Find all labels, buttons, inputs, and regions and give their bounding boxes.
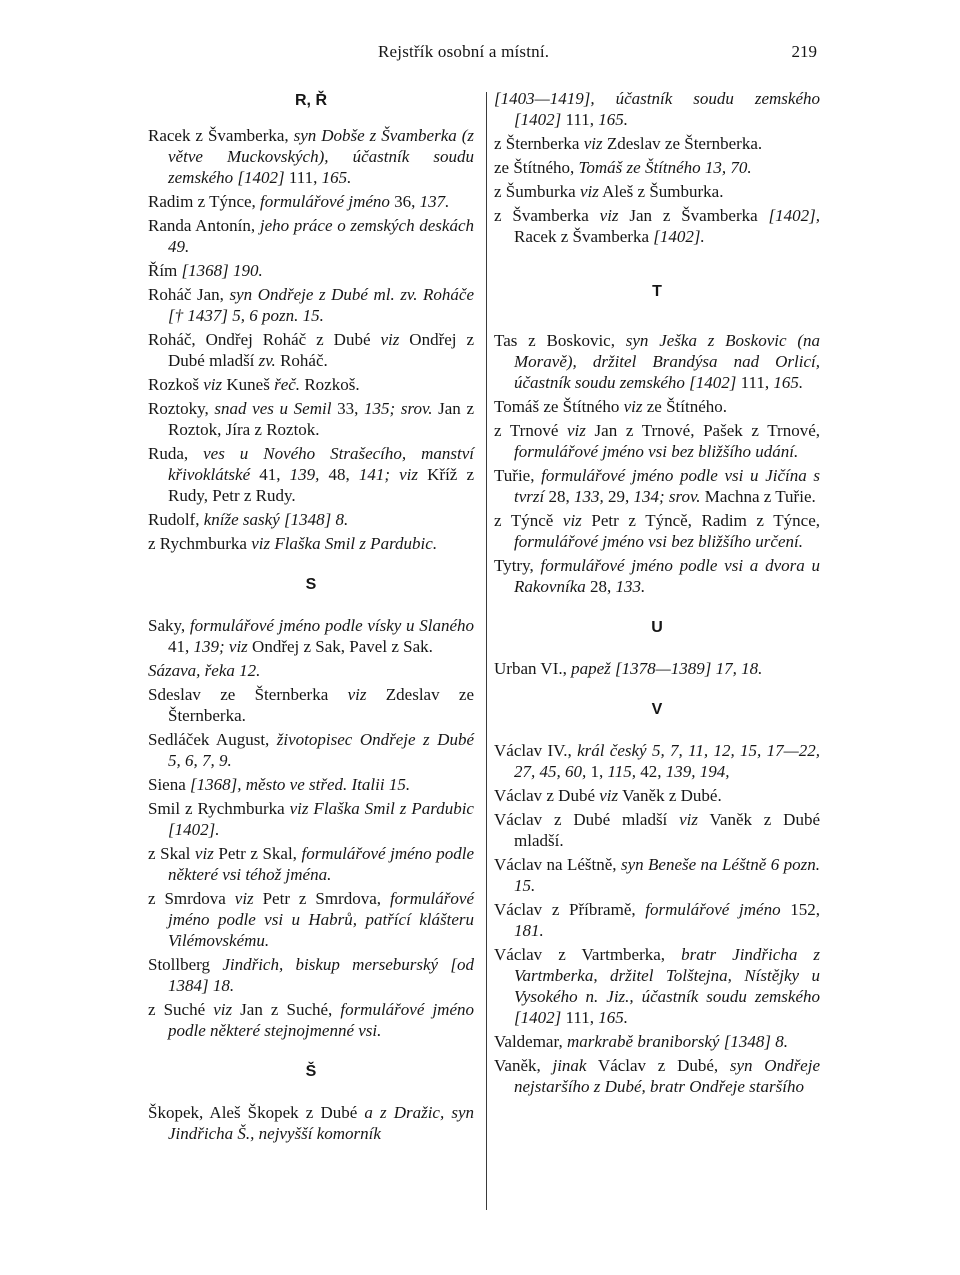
index-entry (148, 443, 474, 506)
entry-text: Rudolf, (148, 510, 204, 529)
entry-italic-text: formulářové jméno vsi bez bližšího udání. (514, 442, 799, 461)
entry-italic-text: syn Ondřeje nejstaršího z Dubé, bratr Ondřeje staršího (514, 1056, 820, 1096)
entry-text: z Rychmburka (148, 534, 252, 553)
entry-text: Ondřej z Sak, Pavel z Sak. (247, 637, 433, 656)
entry-italic-text: viz (347, 685, 367, 704)
entry-italic-text: papež [1378—1389] 17, 18. (571, 659, 763, 678)
entry-text: Václav z Dubé (494, 786, 600, 805)
entry-text: Racek z Švamberka (514, 227, 654, 246)
entry-text: 29, (603, 487, 634, 506)
index-entry (148, 684, 474, 726)
index-entry (148, 215, 474, 257)
entry-italic-text: viz (567, 421, 586, 440)
index-entry (494, 785, 820, 806)
entry-italic-text: jinak (552, 1056, 587, 1075)
index-entry (494, 1031, 820, 1052)
entry-italic-text: viz (203, 375, 223, 394)
entry-text: Randa Antonín, (148, 216, 260, 235)
entry-italic-text: zv. (258, 351, 276, 370)
entry-text: 33, (331, 399, 365, 418)
index-entry (494, 181, 820, 202)
index-entry (148, 1102, 474, 1144)
entry-italic-text: 135; srov. (364, 399, 433, 418)
entry-text: 111, (561, 1008, 599, 1027)
entry-text: z Šumburka (494, 182, 580, 201)
entry-text: 48, (319, 465, 359, 484)
entry-italic-text: viz (599, 786, 619, 805)
entry-text: Tas z Boskovic, (494, 331, 626, 350)
entry-text: z Skal (148, 844, 195, 863)
entry-text: Tuřie, (494, 466, 542, 485)
entry-italic-text: 141; viz (358, 465, 419, 484)
entry-text: Václav z Příbramě, (494, 900, 646, 919)
entry-text: Řím (148, 261, 182, 280)
entry-text: z Šternberka (494, 134, 584, 153)
entry-italic-text: viz (623, 397, 643, 416)
entry-text: Sdeslav ze Šternberka (148, 685, 348, 704)
entry-text: Vaněk z Dubé mladší. (514, 810, 820, 850)
entry-text: 42, (636, 762, 666, 781)
entry-italic-text: [1402]. (653, 227, 705, 246)
index-entry (148, 774, 474, 795)
entry-italic-text: 133. (615, 577, 646, 596)
running-title: Rejstřík osobní a místní. (378, 42, 550, 61)
index-entry (148, 398, 474, 440)
entry-italic-text: formulářové jméno vsi bez bližšího určení. (514, 532, 803, 551)
index-entry (494, 809, 820, 851)
page-number: 219 (791, 42, 817, 61)
entry-text: Roztoky, (148, 399, 215, 418)
index-entry (148, 843, 474, 885)
entry-text: ze Štítného. (642, 397, 727, 416)
index-entry (494, 396, 820, 417)
entry-text: ze Štítného, (494, 158, 579, 177)
index-column-left (148, 88, 474, 1147)
entry-text: Václav z Dubé mladší (494, 810, 680, 829)
index-entry (494, 944, 820, 1028)
entry-text: Radim z Týnce, (148, 192, 261, 211)
entry-italic-text: formulářové jméno podle vísky u Slaného (189, 616, 474, 635)
entry-text: Machna z Tuřie. (700, 487, 816, 506)
index-entry (494, 1055, 820, 1097)
entry-text: z Smrdova (148, 889, 235, 908)
section-heading: Š (305, 1063, 317, 1080)
entry-italic-text: viz (579, 182, 599, 201)
entry-italic-text: viz (213, 1000, 233, 1019)
entry-text: Urban VI., (494, 659, 572, 678)
entry-text: z Týncě (494, 511, 563, 530)
entry-italic-text: formulářové jméno (260, 192, 390, 211)
entry-text: Rozkoš (148, 375, 204, 394)
index-entry (494, 899, 820, 941)
entry-text: 28, (585, 577, 616, 596)
entry-text: Saky, (148, 616, 190, 635)
entry-text: Ruda, (148, 444, 204, 463)
entry-text: 1, (586, 762, 608, 781)
column-divider (486, 92, 487, 1210)
entry-text: Siena (148, 775, 191, 794)
index-entry (494, 854, 820, 896)
entry-italic-text: 139, (289, 465, 320, 484)
entry-italic-text: snad ves u Semil (214, 399, 332, 418)
entry-italic-text: viz (679, 810, 698, 829)
entry-text: Václav IV., (494, 741, 578, 760)
entry-italic-text: viz (562, 511, 582, 530)
section-heading: U (651, 619, 663, 636)
entry-text: Kuneš (222, 375, 275, 394)
entry-text: Roháč, Ondřej Roháč z Dubé (148, 330, 381, 349)
entry-italic-text: Tomáš ze Štítného 13, 70. (578, 158, 752, 177)
entry-italic-text: Jindřich, biskup merseburský [od 1384] 18. (168, 955, 474, 995)
index-entry (148, 191, 474, 212)
entry-text: Jan z Švamberka (618, 206, 769, 225)
entry-italic-text: řeč. (274, 375, 301, 394)
index-entry (494, 555, 820, 597)
entry-italic-text: 181. (514, 921, 544, 940)
entry-text: Vaněk z Dubé. (618, 786, 722, 805)
entry-text: Kříž z Rudy, Petr z Rudy. (168, 465, 475, 505)
entry-italic-text: syn Beneše na Léštně 6 pozn. 15. (514, 855, 820, 895)
index-entry (148, 125, 474, 188)
entry-italic-text: syn Dobše z Švamberka (z větve Muckovských), účastník soudu zemského [1402] (168, 126, 475, 187)
entry-italic-text: viz (583, 134, 603, 153)
entry-italic-text: 139; viz (193, 637, 248, 656)
entry-text: 28, (544, 487, 574, 506)
entry-italic-text: 133, (573, 487, 604, 506)
entry-italic-text: a z Dražic, syn Jindřicha Š., nejvyšší komorník (168, 1103, 474, 1143)
entry-text: Škopek, Aleš Škopek z Dubé (148, 1103, 365, 1122)
entry-text: Sedláček August, (148, 730, 277, 749)
entry-text: 111, (561, 110, 599, 129)
entry-text: Vaněk, (494, 1056, 553, 1075)
entry-italic-text: životopisec Ondřeje z Dubé 5, 6, 7, 9. (168, 730, 474, 770)
entry-text: z Trnové (494, 421, 568, 440)
index-entry (494, 205, 820, 247)
index-entry (494, 157, 820, 178)
index-entry (148, 374, 474, 395)
section-heading: V (651, 701, 663, 718)
entry-italic-text: 165. (598, 110, 628, 129)
entry-text: Tytry, (494, 556, 541, 575)
entry-text: Zdeslav ze Šternberka. (168, 685, 474, 725)
entry-text: z Suché (148, 1000, 214, 1019)
entry-italic-text: viz Flaška Smil z Pardubic. (251, 534, 438, 553)
entry-text: Petr z Skal, (213, 844, 302, 863)
entry-text: Jan z Roztok, Jíra z Roztok. (168, 399, 474, 439)
entry-text: 152, (780, 900, 821, 919)
entry-text: Roháč. (275, 351, 328, 370)
entry-italic-text: viz (380, 330, 400, 349)
entry-text: Stollberg (148, 955, 223, 974)
entry-text: Václav na Léštně, (494, 855, 621, 874)
entry-italic-text: 165. (598, 1008, 628, 1027)
entry-italic-text: formulářové jméno podle některé stejnojmenné vsi. (168, 1000, 474, 1040)
entry-text: Jan z Suché, (232, 1000, 341, 1019)
index-entry (494, 510, 820, 552)
entry-italic-text: 115, (607, 762, 636, 781)
entry-text: 111, (736, 373, 774, 392)
section-heading: T (652, 283, 662, 300)
entry-italic-text: král český 5, 7, 11, 12, 15, 17—22, 27, 45, 60, (514, 741, 820, 781)
entry-text: Smil z Rychmburka (148, 799, 290, 818)
index-entry (148, 798, 474, 840)
entry-text: Tomáš ze Štítného (494, 397, 624, 416)
index-column-right (494, 88, 820, 1100)
index-entry (148, 615, 474, 657)
index-entry (148, 954, 474, 996)
entry-italic-text: formulářové jméno podle některé vsi téhož jména. (168, 844, 474, 884)
entry-italic-text: 134; srov. (633, 487, 701, 506)
entry-italic-text: bratr Jindřicha z Vartmberka, držitel Tolštejna, Nístějky u Vysokého n. Jiz., účastník soudu zemského [1402] (514, 945, 821, 1027)
entry-text: Aleš z Šumburka. (598, 182, 724, 201)
entry-text: Jan z Trnové, Pašek z Trnové, (585, 421, 820, 440)
entry-italic-text: Sázava, řeka 12. (148, 661, 261, 680)
entry-italic-text: markrabě braniborský [1348] 8. (566, 1032, 788, 1051)
entry-italic-text: formulářové jméno (645, 900, 781, 919)
index-entry (148, 999, 474, 1041)
index-entry (148, 888, 474, 951)
entry-italic-text: viz Flaška Smil z Pardubic [1402]. (168, 799, 474, 839)
entry-text: 41, (250, 465, 290, 484)
entry-italic-text: 165. (773, 373, 804, 392)
entry-italic-text: syn Ješka z Boskovic (na Moravě), držitel Brandýsa nad Orlicí, účastník soudu zemského [1402] (514, 331, 820, 392)
entry-italic-text: ves u Nového Strašecího, manství křivoklátské (168, 444, 474, 484)
entry-italic-text: 139, 194, (665, 762, 730, 781)
entry-text: Racek z Švamberka, (148, 126, 294, 145)
index-entry (494, 330, 820, 393)
entry-text: Ondřej z Dubé mladší (168, 330, 474, 370)
entry-italic-text: viz (599, 206, 619, 225)
entry-italic-text: viz (194, 844, 214, 863)
entry-italic-text: formulářové jméno podle vsi u Habrů, patřící klášteru Vilémovskému. (168, 889, 474, 950)
entry-italic-text: jeho práce o zemských deskách 49. (168, 216, 475, 256)
entry-italic-text: [1368], město ve střed. Italii 15. (190, 775, 411, 794)
entry-text: Petr z Smrdova, (253, 889, 390, 908)
index-entry (494, 133, 820, 154)
index-entry (494, 740, 820, 782)
index-entry (494, 88, 820, 130)
index-entry (148, 729, 474, 771)
entry-italic-text: 165. (321, 168, 352, 187)
entry-text: Václav z Vartmberka, (494, 945, 682, 964)
entry-italic-text: [1368] 190. (181, 261, 263, 280)
entry-text: Zdeslav ze Šternberka. (602, 134, 763, 153)
entry-text: z Švamberka (494, 206, 600, 225)
index-entry (148, 660, 474, 681)
index-entry (148, 260, 474, 281)
entry-text: 111, (284, 168, 322, 187)
index-entry (148, 533, 474, 554)
entry-italic-text: [1402], (768, 206, 820, 225)
index-entry (148, 509, 474, 530)
index-entry (494, 658, 820, 679)
entry-text: Roháč Jan, (148, 285, 230, 304)
entry-text: 41, (168, 637, 194, 656)
entry-italic-text: formulářové jméno podle vsi u Jičína s tvrzí (514, 466, 821, 506)
entry-text: Rozkoš. (300, 375, 360, 394)
section-heading: R, Ř (295, 92, 327, 109)
entry-italic-text: syn Ondřeje z Dubé ml. zv. Roháče [† 1437] 5, 6 pozn. 15. (168, 285, 475, 325)
index-entry (148, 284, 474, 326)
index-entry (494, 465, 820, 507)
entry-text: 36, (389, 192, 420, 211)
entry-italic-text: 137. (419, 192, 450, 211)
index-entry (148, 329, 474, 371)
entry-text: Václav z Dubé, (586, 1056, 730, 1075)
entry-italic-text: viz (234, 889, 254, 908)
index-entry (494, 420, 820, 462)
section-heading: S (305, 576, 317, 593)
entry-italic-text: kníže saský [1348] 8. (203, 510, 349, 529)
entry-text: Valdemar, (494, 1032, 567, 1051)
entry-text: Petr z Týncě, Radim z Týnce, (581, 511, 820, 530)
entry-italic-text: [1403—1419], účastník soudu zemského [1402] (494, 89, 820, 129)
entry-italic-text: formulářové jméno podle vsi a dvora u Rakovníka (514, 556, 820, 596)
